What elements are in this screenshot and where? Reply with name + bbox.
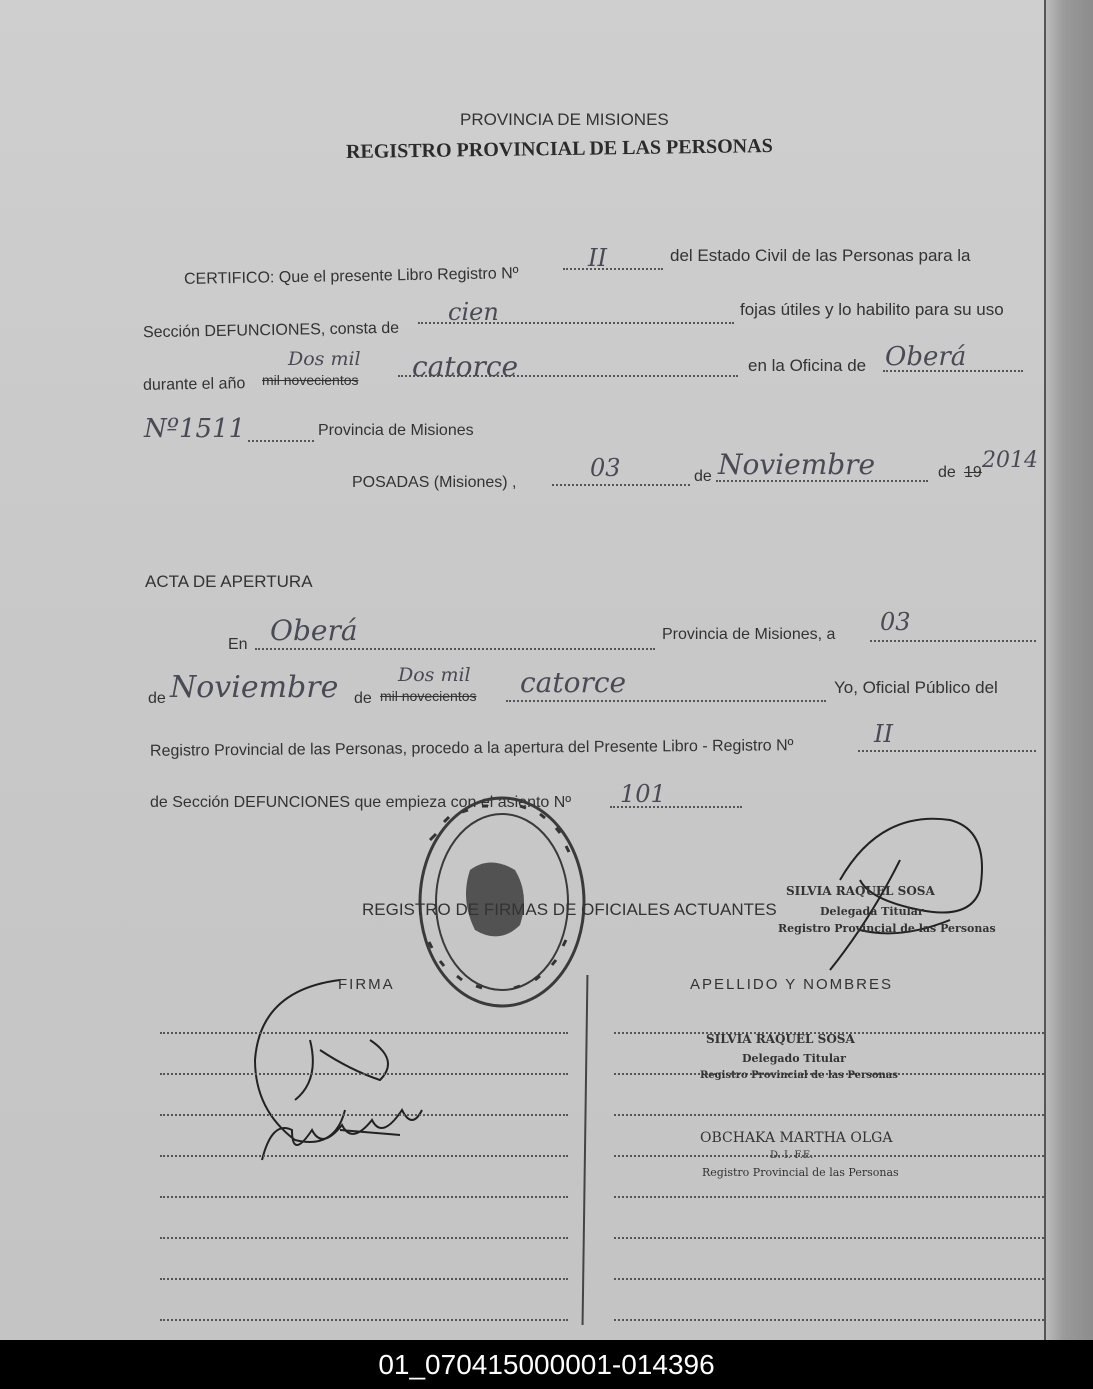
signature-left — [255, 980, 422, 1160]
handwritten-oficina: Oberá — [885, 342, 967, 372]
handwritten-lugar: Oberá — [270, 614, 358, 647]
certifico-text-3: durante el año — [142, 375, 246, 394]
handwritten-year-insert: Dos mil — [398, 664, 471, 686]
stamp-1-org: Registro Provincial de las Personas — [700, 1070, 898, 1081]
acta-title: ACTA DE APERTURA — [145, 572, 313, 591]
handwritten-year-insert: Dos mil — [288, 348, 361, 370]
certifico-text-1b: del Estado Civil de las Personas para la — [670, 246, 971, 265]
handwritten-acta-day: 03 — [880, 608, 911, 636]
signature-row-line — [614, 1278, 1044, 1280]
signature-row-line — [614, 1319, 1044, 1321]
col-nombres-header: APELLIDO Y NOMBRES — [690, 976, 894, 993]
handwritten-year-num: 2014 — [982, 448, 1038, 473]
stamp-top-role: Delegada Titular — [820, 905, 924, 918]
handwritten-acta-year: catorce — [520, 666, 627, 699]
acta-text-3: Registro Provincial de las Personas, procedo a la apertura del Presente Libro - Registro Nº — [149, 737, 794, 760]
certifico-text-1: CERTIFICO: Que el presente Libro Registro Nº — [183, 265, 519, 288]
en-text: En — [228, 636, 248, 653]
posadas-text: POSADAS (Misiones) , — [352, 474, 517, 491]
signature-row-line — [614, 1196, 1044, 1198]
handwritten-oficina-num: Nº1511 — [144, 414, 246, 444]
signature-row-line — [160, 1196, 568, 1198]
stamp-2-role: D. I. F.E. — [770, 1150, 814, 1161]
handwritten-libro-num: II — [588, 244, 607, 272]
handwritten-year: catorce — [412, 350, 519, 383]
certifico-text-2b: fojas útiles y lo habilito para su uso — [740, 300, 1004, 319]
signature-row-line — [160, 1278, 568, 1280]
stamp-1-role: Delegado Titular — [742, 1052, 846, 1065]
certifico-text-4: Provincia de Misiones — [318, 422, 474, 439]
signature-row-line — [614, 1114, 1044, 1116]
certifico-text-2: Sección DEFUNCIONES, consta de — [142, 319, 400, 342]
stamp-2-name: OBCHAKA MARTHA OLGA — [700, 1130, 893, 1146]
de-text: de — [938, 464, 956, 481]
registry-heading: REGISTRO PROVINCIAL DE LAS PERSONAS — [345, 135, 773, 163]
year-prefix-struck: 19 — [964, 464, 982, 481]
province-heading: PROVINCIA DE MISIONES — [460, 110, 669, 129]
handwritten-asiento: 101 — [620, 780, 666, 808]
col-firma-header: FIRMA — [338, 976, 395, 993]
handwritten-fojas: cien — [448, 298, 499, 326]
de-text: de — [694, 468, 712, 485]
signature-row-line — [614, 1237, 1044, 1239]
certifico-text-3b: en la Oficina de — [748, 356, 867, 375]
acta-text-4: de Sección DEFUNCIONES que empieza con el asiento Nº — [150, 794, 572, 811]
signature-row-line — [160, 1114, 568, 1116]
stamp-2-org: Registro Provincial de las Personas — [702, 1166, 899, 1179]
handwritten-acta-month: Noviembre — [170, 670, 339, 705]
acta-oficial-text: Yo, Oficial Público del — [834, 678, 998, 697]
signature-row-line — [614, 1155, 1044, 1157]
handwritten-acta-libro: II — [874, 720, 893, 748]
struck-year-text: mil novecientos — [262, 372, 359, 388]
document-id-footer: 01_070415000001-014396 — [0, 1340, 1093, 1389]
signature-row-line — [160, 1319, 568, 1321]
signature-row-line — [160, 1032, 568, 1034]
acta-prov-text: Provincia de Misiones, a — [662, 626, 836, 643]
signature-row-line — [160, 1237, 568, 1239]
stamp-top-name: SILVIA RAQUEL SOSA — [786, 884, 935, 898]
de-text: de — [148, 690, 166, 707]
struck-year-text: mil novecientos — [380, 688, 477, 704]
signature-row-line — [160, 1155, 568, 1157]
stamp-1-name: SILVIA RAQUEL SOSA — [706, 1032, 855, 1046]
stamp-top-org: Registro Provincial de las Personas — [778, 922, 996, 935]
signature-row-line — [160, 1073, 568, 1075]
firmas-title: REGISTRO DE FIRMAS DE OFICIALES ACTUANTES — [362, 900, 777, 919]
handwritten-month: Noviembre — [718, 448, 876, 481]
de-text: de — [354, 690, 372, 707]
handwritten-day: 03 — [590, 454, 621, 482]
